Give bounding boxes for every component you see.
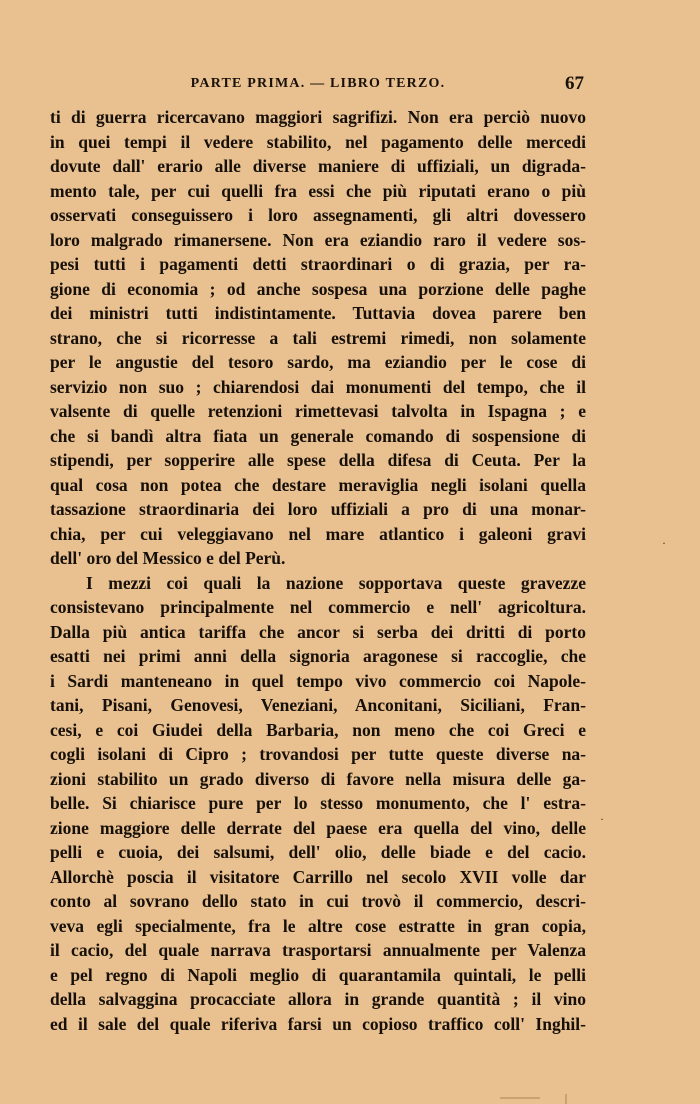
text-line: osservati conseguissero i loro assegnamenti, gli altri dovessero (50, 205, 586, 225)
text-line: che si bandì altra fiata un generale comando di sospensione di (50, 425, 586, 446)
text-line: loro malgrado rimanersene. Non era eziandio raro il vedere sos- (50, 229, 586, 250)
text-line: i Sardi manteneano in quel tempo vivo commercio coi Napole- (50, 670, 586, 691)
scan-speck: · (662, 536, 666, 550)
text-line: dovute dall' erario alle diverse maniere di uffiziali, un digrada- (50, 156, 586, 176)
running-title: PARTE PRIMA. — LIBRO TERZO. (190, 76, 446, 91)
text-line: qual cosa non potea che destare meraviglia negli isolani quella (50, 474, 586, 495)
text-line: cogli isolani di Cipro ; trovandosi per tutte queste diverse na- (50, 744, 586, 764)
running-head (50, 74, 586, 98)
text-line: dei ministri tutti indistintamente. Tuttavia dovea parere ben (50, 303, 586, 323)
text-line: tani, Pisani, Genovesi, Veneziani, Anconitani, Siciliani, Fran- (50, 695, 586, 715)
text-line: ed il sale del quale riferiva farsi un copioso traffico coll' Inghil- (50, 1013, 586, 1034)
body-text (50, 105, 586, 1036)
text-line: cesi, e coi Giudei della Barbaria, non meno che coi Greci e (50, 719, 586, 740)
page-number: 67 (565, 73, 584, 94)
text-line: Dalla più antica tariffa che ancor si serba dei dritti di porto (50, 621, 586, 642)
text-line: pelli e cuoia, dei salsumi, dell' olio, delle biade e del cacio. (50, 842, 586, 862)
text-line: belle. Si chiarisce pure per lo stesso monumento, che l' estra- (50, 793, 586, 813)
text-line: e pel regno di Napoli meglio di quarantamila quintali, le pelli (50, 964, 586, 985)
text-line: chia, per cui veleggiavano nel mare atlantico i galeoni gravi (50, 523, 586, 544)
text-line: valsente di quelle retenzioni rimettevasi talvolta in Ispagna ; e (50, 401, 586, 421)
text-line: consistevano principalmente nel commercio e nell' agricoltura. (50, 597, 586, 617)
scan-artifact (500, 1097, 540, 1099)
text-line: mento tale, per cui quelli fra essi che più riputati erano o più (50, 180, 586, 201)
text-line: per le angustie del tesoro sardo, ma eziandio per le cose di (50, 352, 586, 372)
text-line: tassazione straordinaria dei loro uffiziali a pro di una monar- (50, 499, 586, 519)
text-line: I mezzi coi quali la nazione sopportava queste gravezze (86, 572, 586, 593)
text-line: zione maggiore delle derrate del paese era quella del vino, delle (50, 817, 586, 838)
text-line: conto al sovrano dello stato in cui trovò il commercio, descri- (50, 891, 586, 911)
text-line: servizio non suo ; chiarendosi dai monumenti del tempo, che il (50, 376, 586, 397)
text-line: della salvaggina procacciate allora in grande quantità ; il vino (50, 989, 586, 1009)
text-line: pesi tutti i pagamenti detti straordinari o di grazia, per ra- (50, 254, 586, 274)
text-line: gione di economia ; od anche sospesa una porzione delle paghe (50, 278, 586, 299)
text-line: il cacio, del quale narrava trasportarsi annualmente per Valenza (50, 940, 586, 960)
text-line: in quei tempi il vedere stabilito, nel pagamento delle mercedi (50, 131, 586, 152)
text-line: esatti nei primi anni della signoria aragonese si raccoglie, che (50, 646, 586, 666)
text-line: strano, che si ricorresse a tali estremi rimedi, non solamente (50, 327, 586, 348)
text-line: ti di guerra ricercavano maggiori sagrifizi. Non era perciò nuovo (50, 107, 586, 127)
text-line: veva egli specialmente, fra le altre cose estratte in gran copia, (50, 915, 586, 936)
text-line: Allorchè poscia il visitatore Carrillo nel secolo XVII volle dar (50, 866, 586, 887)
text-line: dell' oro del Messico e del Perù. (50, 548, 286, 568)
text-line: stipendi, per sopperire alle spese della difesa di Ceuta. Per la (50, 450, 586, 470)
scan-speck: · (600, 812, 604, 826)
text-line: zioni stabilito un grado diverso di favore nella misura delle ga- (50, 768, 586, 789)
scan-artifact (565, 1094, 567, 1104)
